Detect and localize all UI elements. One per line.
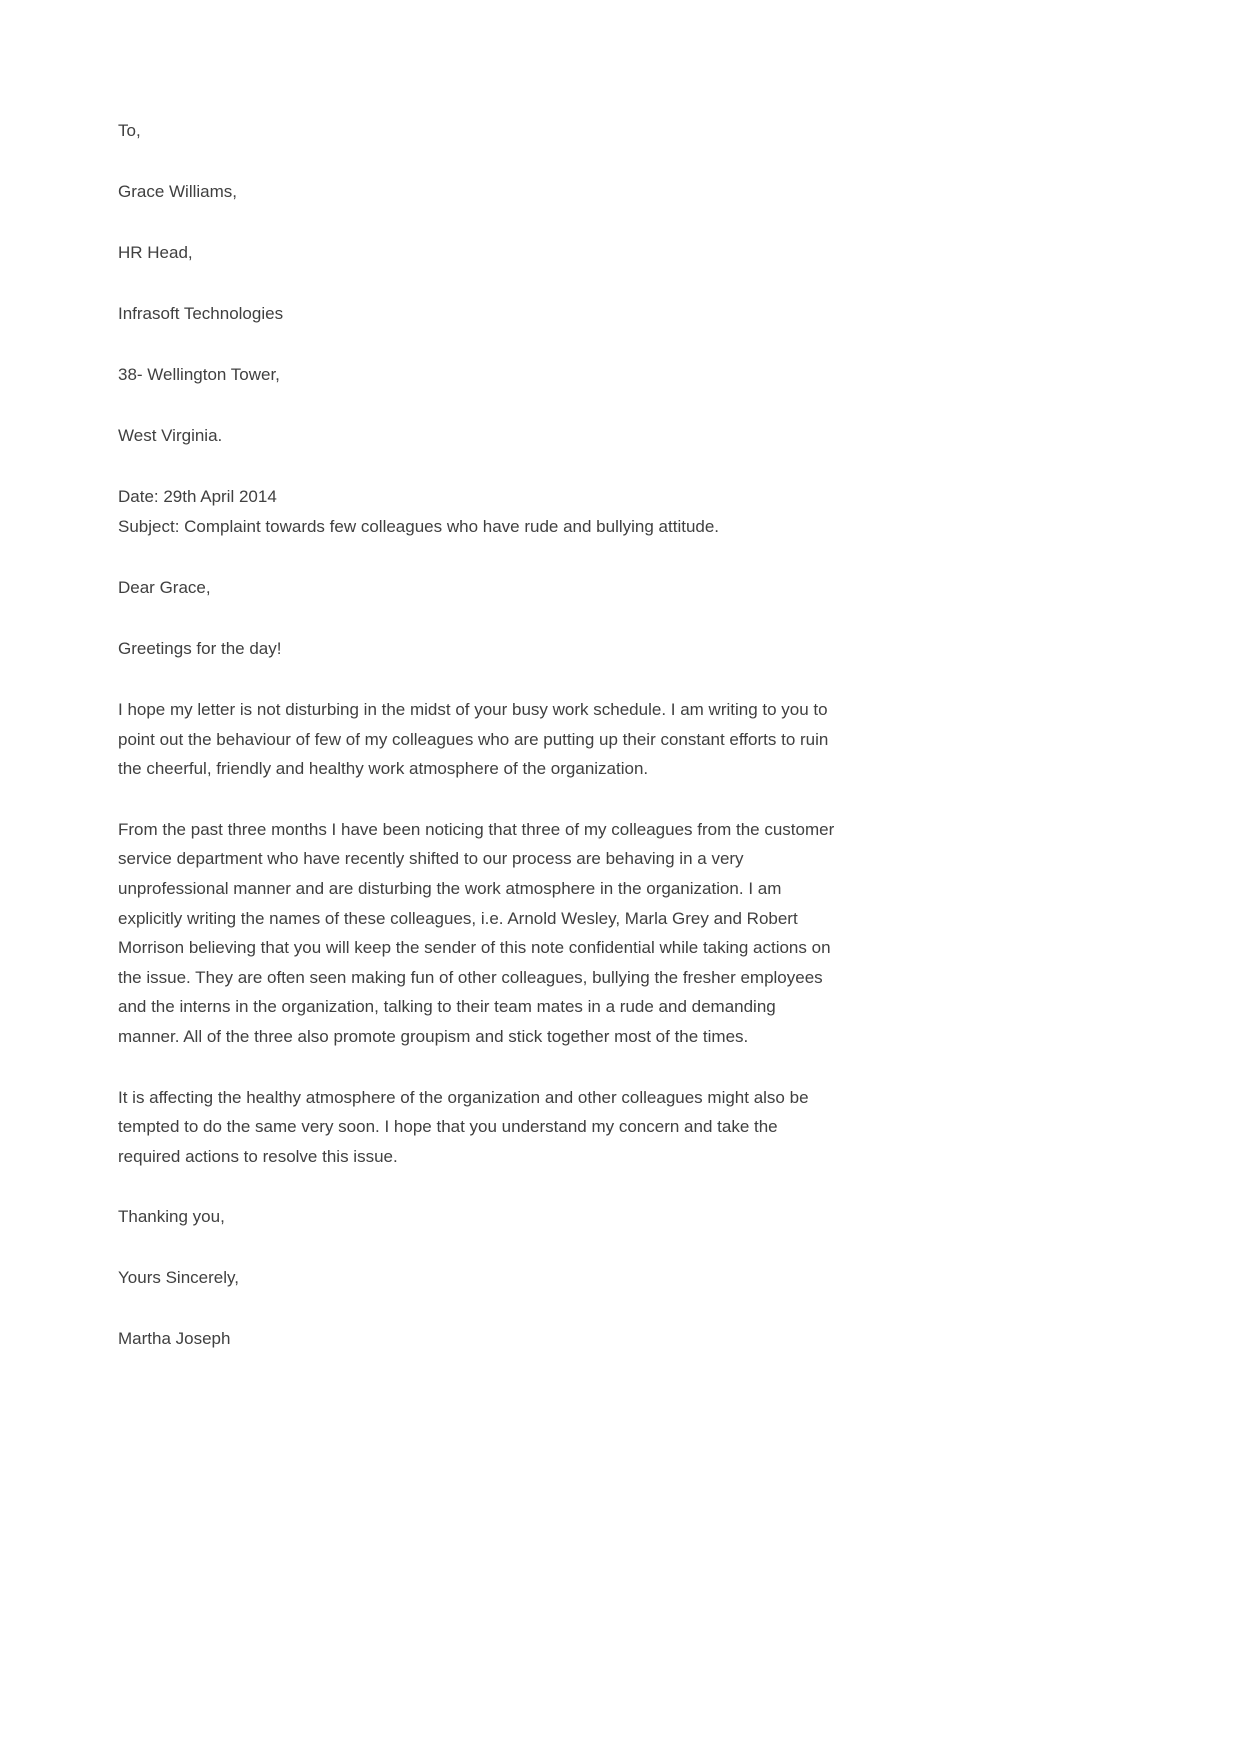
thanks-line: Thanking you,: [118, 1207, 225, 1227]
address-line-1: 38- Wellington Tower,: [118, 365, 280, 384]
recipient-title: HR Head,: [118, 243, 193, 262]
paragraph-2: From the past three months I have been noticing that three of my colleagues from the customer service department who have recently shifted to our process are behaving in a very unprofessional manner and are disturbing the work atmosphere in the organization. I am explicitly writing the names of these colleagues, i.e. Arnold Wesley, Marla Grey and Robert Morrison believing that you will keep the sender of this note confidential while taking actions on the issue. They are often seen making fun of other colleagues, bullying the fresher employees and the interns in the organization, talking to their team mates in a rude and demanding manner. All of the three also promote groupism and stick together most of the times.: [118, 819, 835, 1046]
opening-line: Greetings for the day!: [118, 639, 282, 658]
paragraph-3: It is affecting the healthy atmosphere of the organization and other colleagues might also be tempted to do the same very soon. I hope that you understand my concern and take the required actions to resolve this issue.: [118, 1087, 809, 1166]
letter-date: Date: 29th April 2014: [118, 487, 277, 506]
company-name: Infrasoft Technologies: [118, 304, 284, 323]
greeting: Dear Grace,: [118, 578, 211, 597]
recipient-name: Grace Williams,: [118, 182, 238, 201]
address-line-2: West Virginia.: [118, 426, 223, 445]
paragraph-1: I hope my letter is not disturbing in the midst of your busy work schedule. I am writing to you to point out the behaviour of few of my colleagues who are putting up their constant efforts to ruin the cheerful, friendly and healthy work atmosphere of the organization.: [118, 700, 829, 779]
letter-subject: Subject: Complaint towards few colleagues who have rude and bullying attitude.: [118, 517, 720, 536]
signature: Martha Joseph: [118, 1329, 231, 1349]
letter-body: [118, 116, 838, 1354]
closing-line: Yours Sincerely,: [118, 1268, 239, 1288]
salutation-to: To,: [118, 121, 141, 140]
